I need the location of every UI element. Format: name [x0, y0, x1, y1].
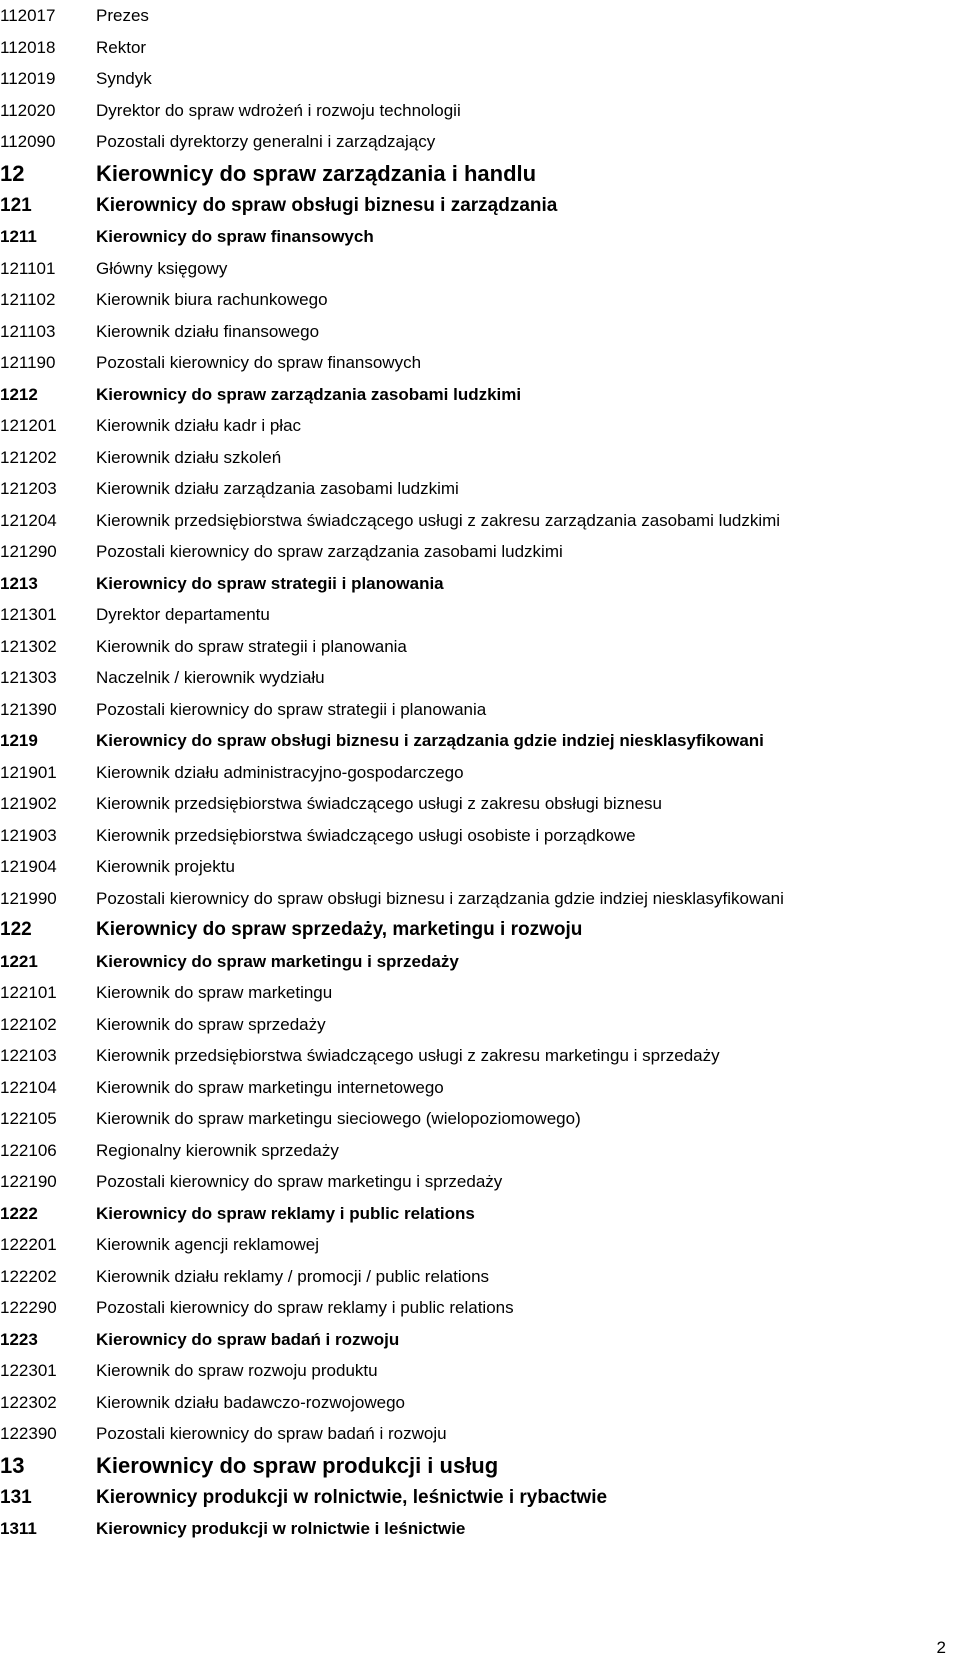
entry-title: Kierownicy produkcji w rolnictwie i leśnictwie	[96, 1519, 466, 1538]
classification-entry	[0, 1229, 940, 1261]
classification-entry	[0, 0, 940, 32]
entry-code: 121390	[0, 699, 57, 719]
classification-entry	[0, 126, 940, 158]
entry-code: 1311	[0, 1519, 37, 1538]
classification-entry	[0, 347, 940, 379]
entry-title: Naczelnik / kierownik wydziału	[96, 668, 325, 687]
classification-entry	[0, 694, 940, 726]
entry-title: Kierownik działu administracyjno-gospodarczego	[96, 762, 464, 782]
classification-entry	[0, 1103, 940, 1135]
entry-code: 121302	[0, 636, 57, 656]
entry-title: Pozostali kierownicy do spraw obsługi biznesu i zarządzania gdzie indziej niesklasyfikowani	[96, 888, 784, 908]
entry-code: 121902	[0, 794, 57, 813]
classification-entry	[0, 820, 940, 852]
entry-code: 112019	[0, 69, 56, 88]
entry-title: Kierownik przedsiębiorstwa świadczącego usługi z zakresu obsługi biznesu	[96, 794, 663, 813]
entry-title: Kierownicy do spraw marketingu i sprzedaży	[96, 951, 459, 971]
entry-title: Kierownik działu zarządzania zasobami ludzkimi	[96, 479, 459, 498]
entry-code: 122301	[0, 1361, 57, 1380]
entry-code: 121903	[0, 825, 57, 845]
classification-entry	[0, 757, 940, 789]
entry-code: 122103	[0, 1046, 57, 1065]
entry-code: 12	[0, 160, 25, 186]
classification-entry	[0, 1072, 940, 1104]
entry-code: 112017	[0, 6, 56, 25]
entry-title: Kierownik do spraw strategii i planowania	[96, 636, 407, 656]
classification-entry	[0, 1387, 940, 1419]
entry-code: 122190	[0, 1172, 57, 1191]
entry-title: Kierownik do spraw sprzedaży	[96, 1014, 326, 1034]
entry-title: Kierownicy do spraw obsługi biznesu i zarządzania	[96, 194, 558, 216]
classification-entry	[0, 158, 940, 190]
classification-entry	[0, 725, 940, 757]
entry-code: 121204	[0, 510, 57, 530]
classification-entry	[0, 253, 940, 285]
classification-entry	[0, 221, 940, 253]
classification-entry	[0, 977, 940, 1009]
entry-title: Kierownik biura rachunkowego	[96, 290, 328, 309]
entry-code: 121202	[0, 447, 57, 467]
entry-title: Kierownik do spraw marketingu internetowego	[96, 1077, 444, 1097]
entry-title: Kierownik działu reklamy / promocji / public relations	[96, 1266, 490, 1286]
entry-title: Pozostali kierownicy do spraw reklamy i public relations	[96, 1298, 514, 1317]
classification-entry	[0, 1166, 940, 1198]
entry-title: Syndyk	[96, 69, 152, 88]
entry-code: 122105	[0, 1109, 57, 1128]
classification-entry	[0, 95, 940, 127]
entry-code: 121901	[0, 762, 57, 782]
classification-entry	[0, 63, 940, 95]
entry-code: 1212	[0, 384, 38, 404]
entry-title: Kierownicy do spraw produkcji i usług	[96, 1452, 499, 1478]
entry-title: Kierownik przedsiębiorstwa świadczącego usługi z zakresu marketingu i sprzedaży	[96, 1046, 720, 1065]
classification-entry	[0, 1040, 940, 1072]
entry-code: 121201	[0, 416, 57, 435]
classification-entry	[0, 851, 940, 883]
entry-code: 131	[0, 1486, 32, 1508]
classification-entry	[0, 946, 940, 978]
entry-title: Pozostali kierownicy do spraw badań i rozwoju	[96, 1424, 447, 1443]
entry-title: Rektor	[96, 37, 147, 57]
classification-entry	[0, 914, 940, 946]
entry-title: Prezes	[96, 6, 149, 25]
classification-entry	[0, 1355, 940, 1387]
entry-code: 122	[0, 919, 32, 940]
entry-code: 122390	[0, 1424, 57, 1443]
entry-title: Pozostali kierownicy do spraw finansowych	[96, 353, 422, 372]
entry-title: Kierownik do spraw rozwoju produktu	[96, 1361, 378, 1380]
entry-title: Kierownik przedsiębiorstwa świadczącego usługi z zakresu zarządzania zasobami ludzkimi	[96, 510, 781, 530]
classification-entry	[0, 1324, 940, 1356]
entry-code: 121203	[0, 479, 57, 498]
entry-code: 122302	[0, 1392, 57, 1412]
entry-title: Kierownicy do spraw zarządzania i handlu	[96, 160, 537, 186]
entry-code: 1219	[0, 731, 38, 750]
classification-entry	[0, 1261, 940, 1293]
entry-title: Pozostali kierownicy do spraw zarządzania zasobami ludzkimi	[96, 542, 563, 561]
classification-entry	[0, 505, 940, 537]
entry-title: Kierownicy do spraw sprzedaży, marketingu i rozwoju	[96, 919, 583, 940]
classification-entry	[0, 1009, 940, 1041]
classification-entry	[0, 631, 940, 663]
entry-title: Kierownik działu finansowego	[96, 321, 320, 341]
entry-code: 121303	[0, 668, 57, 687]
entry-code: 122104	[0, 1077, 57, 1097]
entry-title: Kierownik do spraw marketingu sieciowego (wielopoziomowego)	[96, 1109, 581, 1128]
entry-code: 1222	[0, 1203, 38, 1223]
entry-title: Kierownik projektu	[96, 857, 235, 876]
entry-code: 121103	[0, 321, 56, 341]
entry-code: 121101	[0, 258, 56, 278]
entry-code: 112020	[0, 100, 56, 120]
entry-title: Pozostali kierownicy do spraw strategii i planowania	[96, 699, 487, 719]
classification-entry	[0, 442, 940, 474]
entry-title: Pozostali dyrektorzy generalni i zarządzający	[96, 132, 436, 151]
entry-code: 122202	[0, 1266, 57, 1286]
entry-title: Kierownicy do spraw finansowych	[96, 227, 374, 246]
classification-entry	[0, 284, 940, 316]
entry-title: Kierownicy do spraw reklamy i public relations	[96, 1203, 475, 1223]
entry-title: Kierownik przedsiębiorstwa świadczącego usługi osobiste i porządkowe	[96, 825, 636, 845]
entry-code: 1213	[0, 573, 38, 593]
entry-code: 122201	[0, 1235, 57, 1254]
entry-title: Kierownik agencji reklamowej	[96, 1235, 319, 1254]
classification-entry	[0, 568, 940, 600]
classification-entry	[0, 32, 940, 64]
classification-entry	[0, 379, 940, 411]
entry-title: Dyrektor do spraw wdrożeń i rozwoju technologii	[96, 100, 461, 120]
classification-entry	[0, 1418, 940, 1450]
entry-title: Regionalny kierownik sprzedaży	[96, 1140, 339, 1160]
entry-code: 121102	[0, 290, 56, 309]
classification-entry	[0, 1450, 940, 1482]
entry-code: 122106	[0, 1140, 57, 1160]
entry-title: Główny księgowy	[96, 258, 228, 278]
entry-title: Kierownicy do spraw obsługi biznesu i zarządzania gdzie indziej niesklasyfikowani	[96, 731, 764, 750]
entry-code: 122101	[0, 983, 57, 1002]
entry-code: 121990	[0, 888, 57, 908]
entry-title: Kierownicy do spraw badań i rozwoju	[96, 1329, 400, 1349]
entry-title: Dyrektor departamentu	[96, 605, 270, 624]
classification-entry	[0, 1482, 940, 1514]
entry-title: Kierownik działu badawczo-rozwojowego	[96, 1392, 405, 1412]
entry-code: 112090	[0, 132, 56, 151]
classification-entry	[0, 410, 940, 442]
entry-code: 121190	[0, 353, 56, 372]
entry-title: Kierownicy do spraw zarządzania zasobami ludzkimi	[96, 384, 522, 404]
entry-code: 1221	[0, 951, 38, 971]
classification-entry	[0, 190, 940, 222]
entry-title: Kierownik działu kadr i płac	[96, 416, 302, 435]
entry-code: 121301	[0, 605, 57, 624]
entry-code: 121904	[0, 857, 57, 876]
entry-code: 112018	[0, 37, 56, 57]
entry-title: Kierownicy produkcji w rolnictwie, leśnictwie i rybactwie	[96, 1486, 608, 1508]
entry-title: Kierownik działu szkoleń	[96, 447, 282, 467]
entry-code: 1211	[0, 227, 37, 246]
entry-code: 121	[0, 194, 32, 216]
entry-title: Kierownik do spraw marketingu	[96, 983, 333, 1002]
classification-entry	[0, 1135, 940, 1167]
page-number: 2	[936, 1638, 946, 1657]
classification-entry	[0, 1198, 940, 1230]
entry-title: Pozostali kierownicy do spraw marketingu i sprzedaży	[96, 1172, 503, 1191]
classification-entry	[0, 1513, 940, 1545]
classification-entry	[0, 599, 940, 631]
classification-entry	[0, 1292, 940, 1324]
classification-entry	[0, 662, 940, 694]
classification-entry	[0, 536, 940, 568]
entry-title: Kierownicy do spraw strategii i planowania	[96, 573, 444, 593]
entry-code: 122290	[0, 1298, 57, 1317]
entry-code: 13	[0, 1452, 25, 1478]
classification-entry	[0, 473, 940, 505]
classification-entry	[0, 883, 940, 915]
entry-code: 121290	[0, 542, 57, 561]
entry-code: 1223	[0, 1329, 38, 1349]
classification-entry	[0, 316, 940, 348]
entry-code: 122102	[0, 1014, 57, 1034]
classification-entry	[0, 788, 940, 820]
